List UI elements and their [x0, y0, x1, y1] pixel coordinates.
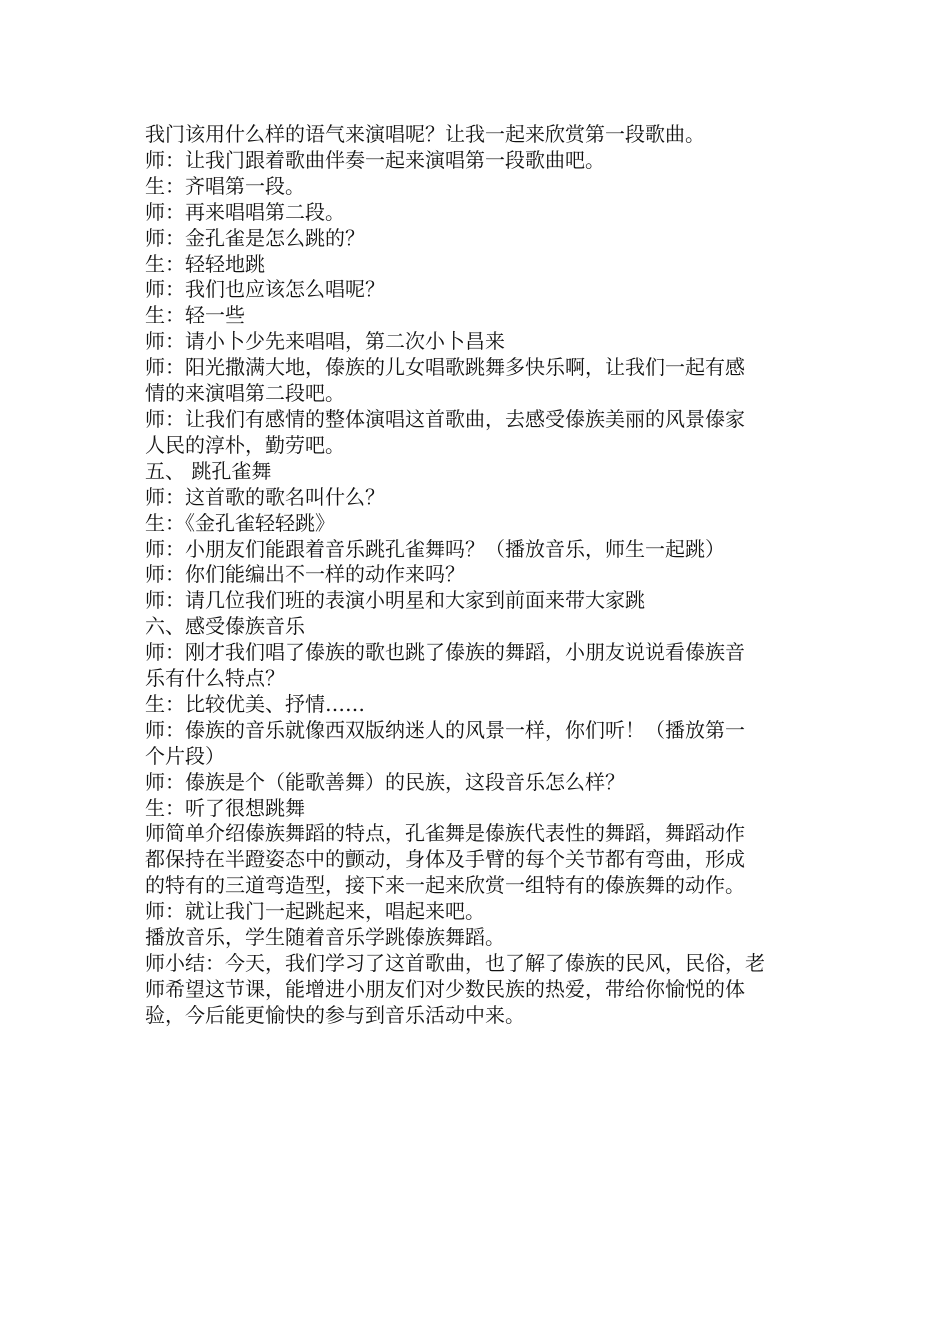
text-line: 人民的淳朴，勤劳吧。 — [145, 432, 345, 457]
text-line: 个片段） — [145, 743, 225, 768]
text-line: 播放音乐，学生随着音乐学跳傣族舞蹈。 — [145, 925, 505, 950]
text-line: 乐有什么特点？ — [145, 666, 285, 691]
text-line: 师：请小卜少先来唱唱，第二次小卜昌来 — [145, 329, 505, 354]
text-line: 师：傣族是个（能歌善舞）的民族，这段音乐怎么样？ — [145, 769, 625, 794]
text-line: 师：刚才我们唱了傣族的歌也跳了傣族的舞蹈，小朋友说说看傣族音 — [145, 640, 745, 665]
text-line: 五、 跳孔雀舞 — [145, 458, 272, 483]
text-line: 生：轻一些 — [145, 303, 245, 328]
text-line: 师：让我门跟着歌曲伴奏一起来演唱第一段歌曲吧。 — [145, 147, 605, 172]
text-line: 生：比较优美、抒情…… — [145, 691, 365, 716]
text-line: 师：阳光撒满大地，傣族的儿女唱歌跳舞多快乐啊，让我们一起有感 — [145, 355, 745, 380]
text-line: 情的来演唱第二段吧。 — [145, 381, 345, 406]
text-line: 师：你们能编出不一样的动作来吗？ — [145, 562, 465, 587]
text-line: 六、感受傣族音乐 — [145, 614, 305, 639]
text-line: 师：金孔雀是怎么跳的？ — [145, 225, 365, 250]
text-line: 师：这首歌的歌名叫什么？ — [145, 484, 385, 509]
text-line: 的特有的三道弯造型，接下来一起来欣赏一组特有的傣族舞的动作。 — [145, 873, 745, 898]
text-line: 师：我们也应该怎么唱呢？ — [145, 277, 385, 302]
text-line: 生：轻轻地跳 — [145, 251, 265, 276]
lesson-text — [145, 122, 810, 1029]
text-line: 师希望这节课，能增进小朋友们对少数民族的热爱，带给你愉悦的体 — [145, 976, 745, 1001]
text-line: 生：《金孔雀轻轻跳》 — [145, 510, 335, 535]
text-line: 我门该用什么样的语气来演唱呢？让我一起来欣赏第一段歌曲。 — [145, 122, 705, 146]
text-line: 生：齐唱第一段。 — [145, 173, 305, 198]
text-line: 师小结：今天，我们学习了这首歌曲，也了解了傣族的民风，民俗，老 — [145, 951, 765, 975]
text-line: 师：就让我门一起跳起来，唱起来吧。 — [145, 899, 485, 924]
text-line: 验，今后能更愉快的参与到音乐活动中来。 — [145, 1002, 525, 1027]
text-line: 师：小朋友们能跟着音乐跳孔雀舞吗？（播放音乐，师生一起跳） — [145, 536, 725, 561]
text-line: 师：傣族的音乐就像西双版纳迷人的风景一样，你们听！（播放第一 — [145, 717, 745, 742]
text-line: 师：让我们有感情的整体演唱这首歌曲，去感受傣族美丽的风景傣家 — [145, 406, 745, 431]
text-line: 师：请几位我们班的表演小明星和大家到前面来带大家跳 — [145, 588, 645, 613]
text-line: 生：听了很想跳舞 — [145, 795, 305, 820]
text-line: 师：再来唱唱第二段。 — [145, 199, 345, 224]
text-line: 师简单介绍傣族舞蹈的特点，孔雀舞是傣族代表性的舞蹈，舞蹈动作 — [145, 821, 745, 846]
text-line: 都保持在半蹬姿态中的颤动，身体及手臂的每个关节都有弯曲，形成 — [145, 847, 745, 872]
